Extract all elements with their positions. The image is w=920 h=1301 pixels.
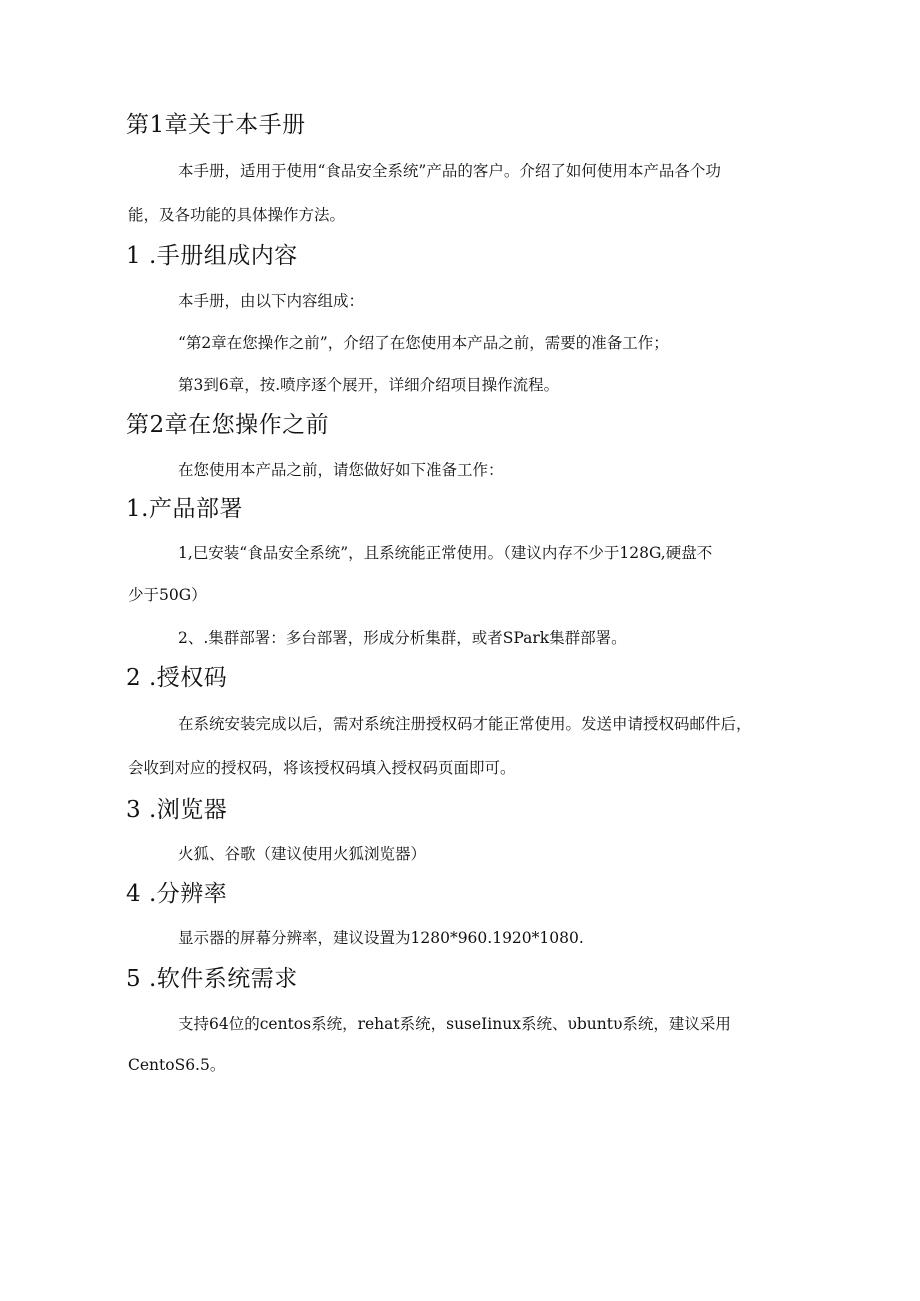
- section-manual-composition-title: 1 .手册组成内容: [126, 243, 298, 269]
- section-deployment-line-1: 1,巳安装“食品安全系统”，且系统能正常使用。（建议内存不少于128G,硬盘不: [178, 544, 713, 562]
- section-resolution-line-1: 显示器的屏幕分辨率，建议设置为1280*960.1920*1080.: [178, 929, 584, 947]
- chapter-1-title: 第1章关于本手册: [126, 112, 306, 138]
- section-software-line-1: 支持64位的centos系统，rehat系统，suseIinux系统、υbuntυ系统，建议采用: [178, 1015, 731, 1033]
- section-license-line-2: 会收到对应的授权码，将该授权码填入授权码页面即可。: [128, 759, 516, 777]
- chapter-1-intro-line-2: 能，及各功能的具体操作方法。: [128, 206, 346, 224]
- section-browser-title: 3 .浏览器: [126, 797, 228, 823]
- chapter-2-title: 第2章在您操作之前: [126, 412, 330, 438]
- section-manual-composition-line-1: 本手册，由以下内容组成：: [178, 292, 365, 310]
- section-deployment-title: 1.产品部署: [126, 496, 243, 522]
- section-software-line-2: CentoS6.5。: [128, 1056, 226, 1074]
- section-deployment-line-2: 少于50G）: [128, 586, 207, 604]
- section-browser-line-1: 火狐、谷歌（建议使用火狐浏览器）: [178, 845, 427, 863]
- section-license-line-1: 在系统安装完成以后，需对系统注册授权码才能正常使用。发送申请授权码邮件后，: [178, 715, 752, 733]
- section-manual-composition-line-2: “第2章在您操作之前”，介绍了在您使用本产品之前，需要的准备工作；: [178, 334, 669, 352]
- section-deployment-line-3: 2、.集群部署：多台部署，形成分析集群，或者SPark集群部署。: [178, 629, 627, 647]
- chapter-2-intro: 在您使用本产品之前，请您做好如下准备工作：: [178, 461, 504, 479]
- section-manual-composition-line-3: 第3到6章，按.喷序逐个展开，详细介绍项目操作流程。: [178, 376, 560, 394]
- chapter-1-intro-line-1: 本手册，适用于使用“食品安全系统”产品的客户。介绍了如何使用本产品各个功: [178, 162, 721, 180]
- section-license-title: 2 .授权码: [126, 665, 228, 691]
- section-resolution-title: 4 .分辨率: [126, 881, 228, 907]
- section-software-title: 5 .软件系统需求: [126, 966, 298, 992]
